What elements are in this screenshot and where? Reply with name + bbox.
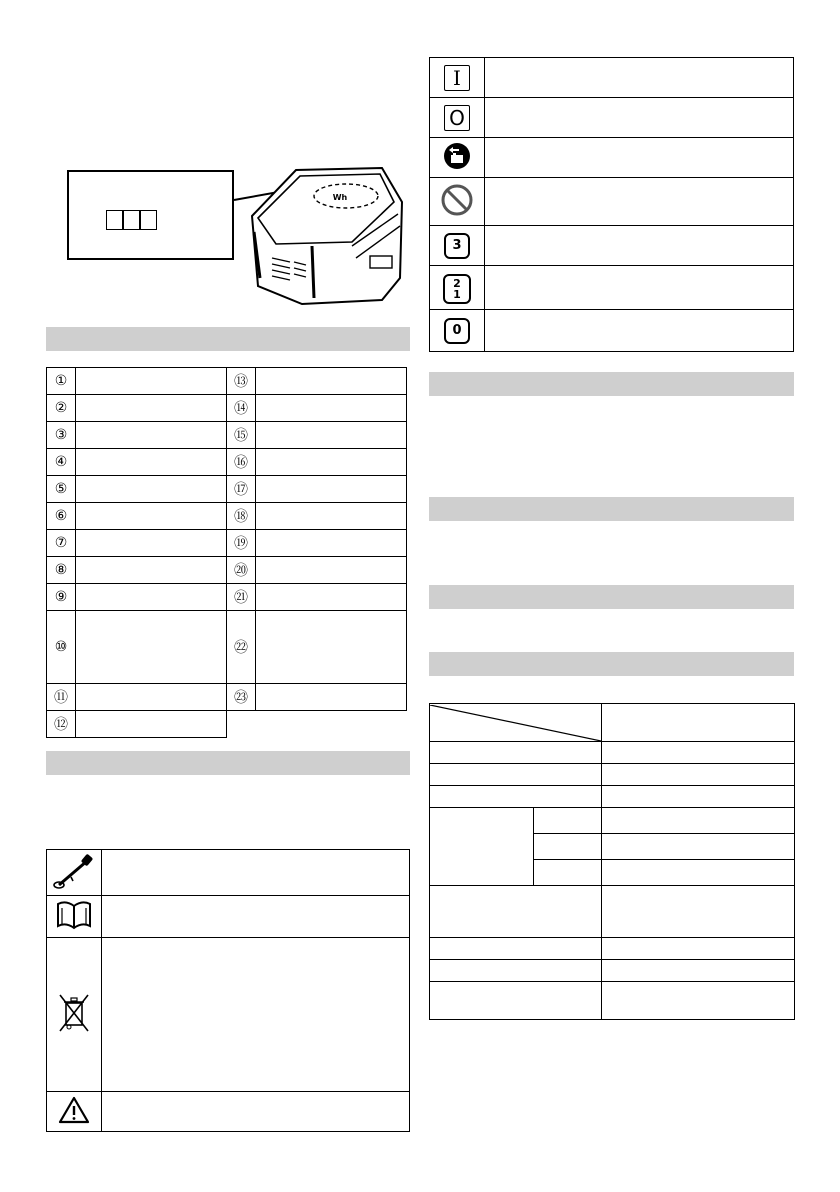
part-number: ④ [47, 449, 76, 476]
spec-sublabel [534, 860, 602, 886]
symbol-description [485, 266, 794, 310]
symbol-table-left [46, 849, 410, 1132]
part-name [256, 449, 407, 476]
spec-label [430, 764, 602, 786]
battery-release-icon [442, 141, 472, 171]
display-segment [106, 210, 123, 230]
spec-group-label [430, 808, 534, 886]
symbol-icon-cell [430, 138, 485, 178]
parts-row [47, 530, 407, 557]
parts-row [47, 711, 407, 738]
part-name [256, 503, 407, 530]
parts-row [47, 476, 407, 503]
spec-value [602, 786, 795, 808]
symbol-description [102, 1092, 410, 1132]
spec-value [602, 860, 795, 886]
part-number: ⑦ [47, 530, 76, 557]
parts-row [47, 368, 407, 395]
part-number: ⑪ [47, 684, 76, 711]
spec-header-value [602, 704, 795, 742]
part-number: ⑩ [47, 611, 76, 684]
symbol-icon-cell [430, 310, 485, 352]
spec-value [602, 982, 795, 1020]
part-name [76, 476, 227, 503]
part-number: ⑱ [227, 503, 256, 530]
symbol-icon-cell [430, 98, 485, 138]
section-heading-band [46, 327, 410, 351]
part-name [76, 422, 227, 449]
speed-switch-top-digit: 2 [453, 276, 461, 290]
symbol-description [102, 896, 410, 938]
part-name [256, 476, 407, 503]
part-name [256, 684, 407, 711]
part-name [76, 584, 227, 611]
parts-row [47, 422, 407, 449]
part-number: ⑭ [227, 395, 256, 422]
part-number: ⑳ [227, 557, 256, 584]
part-name [256, 368, 407, 395]
part-number: ⑲ [227, 530, 256, 557]
part-name [256, 422, 407, 449]
symbol-icon-cell [47, 1092, 102, 1132]
display-segment [140, 210, 157, 230]
symbol-icon-cell [47, 938, 102, 1092]
part-number: ⑫ [47, 711, 76, 738]
manual-book-icon [54, 898, 94, 932]
switch-on-icon: I [444, 65, 470, 91]
part-number: ② [47, 395, 76, 422]
symbol-description [485, 98, 794, 138]
part-number: ⑰ [227, 476, 256, 503]
battery-wh-label: Wh [332, 193, 348, 202]
symbol-description [102, 938, 410, 1092]
part-name [256, 557, 407, 584]
spec-label [430, 960, 602, 982]
parts-row [47, 449, 407, 476]
part-number: ⑥ [47, 503, 76, 530]
spec-value [602, 808, 795, 834]
section-heading-band [429, 372, 794, 396]
spec-value [602, 886, 795, 938]
section-heading-band [429, 652, 794, 676]
symbol-description [485, 178, 794, 226]
part-name [256, 395, 407, 422]
empty-cell [227, 711, 256, 738]
symbol-icon-cell [430, 178, 485, 226]
parts-row [47, 684, 407, 711]
tool-icon [51, 851, 97, 891]
part-name [76, 557, 227, 584]
part-number: ㉓ [227, 684, 256, 711]
part-name [256, 611, 407, 684]
symbol-description [102, 850, 410, 896]
section-heading-band [429, 585, 794, 609]
battery-pack-illustration [232, 158, 410, 306]
spec-label [430, 786, 602, 808]
spec-label [430, 938, 602, 960]
part-name [76, 611, 227, 684]
symbol-icon-cell [430, 226, 485, 266]
spec-value [602, 960, 795, 982]
diagonal-divider [430, 705, 601, 741]
prohibited-icon [440, 183, 474, 217]
part-number: ⑬ [227, 368, 256, 395]
spec-value [602, 742, 795, 764]
symbol-description [485, 226, 794, 266]
specification-table [429, 703, 795, 1020]
speed-3-key-icon: 3 [444, 233, 470, 259]
part-name [76, 395, 227, 422]
spec-value [602, 834, 795, 860]
speed-switch-bottom-digit: 1 [453, 287, 461, 301]
symbol-icon-cell [47, 850, 102, 896]
symbol-table-right [429, 57, 794, 352]
parts-row [47, 395, 407, 422]
symbol-description [485, 58, 794, 98]
speed-0-key-icon: 0 [444, 318, 470, 344]
part-number: ⑧ [47, 557, 76, 584]
parts-list-table [46, 367, 407, 738]
part-name [76, 684, 227, 711]
part-number: ⑨ [47, 584, 76, 611]
warning-triangle-icon [57, 1095, 91, 1125]
spec-label [430, 886, 602, 938]
part-number: ⑮ [227, 422, 256, 449]
symbol-description [485, 138, 794, 178]
symbol-icon-cell [430, 58, 485, 98]
section-heading-band [46, 751, 410, 775]
part-name [76, 530, 227, 557]
part-number: ⑯ [227, 449, 256, 476]
section-heading-band [429, 497, 794, 521]
spec-value [602, 764, 795, 786]
spec-sublabel [534, 834, 602, 860]
part-name [76, 449, 227, 476]
crossed-bin-icon [54, 991, 94, 1035]
part-name [76, 368, 227, 395]
spec-header-diagonal-cell [430, 704, 602, 742]
spec-value [602, 938, 795, 960]
parts-row [47, 503, 407, 530]
part-number: ⑤ [47, 476, 76, 503]
battery-label-callout [67, 170, 234, 260]
parts-row [47, 584, 407, 611]
part-name [76, 711, 227, 738]
part-number: ① [47, 368, 76, 395]
part-name [256, 584, 407, 611]
symbol-icon-cell [430, 266, 485, 310]
symbol-icon-cell [47, 896, 102, 938]
display-segment [123, 210, 140, 230]
switch-off-icon: O [444, 105, 470, 131]
part-number: ③ [47, 422, 76, 449]
spec-label [430, 982, 602, 1020]
empty-cell [256, 711, 407, 738]
part-number: ㉒ [227, 611, 256, 684]
symbol-description [485, 310, 794, 352]
parts-row [47, 611, 407, 684]
spec-sublabel [534, 808, 602, 834]
part-name [76, 503, 227, 530]
part-name [256, 530, 407, 557]
parts-row [47, 557, 407, 584]
part-number: ㉑ [227, 584, 256, 611]
spec-label [430, 742, 602, 764]
speed-switch-key-icon [443, 274, 471, 304]
